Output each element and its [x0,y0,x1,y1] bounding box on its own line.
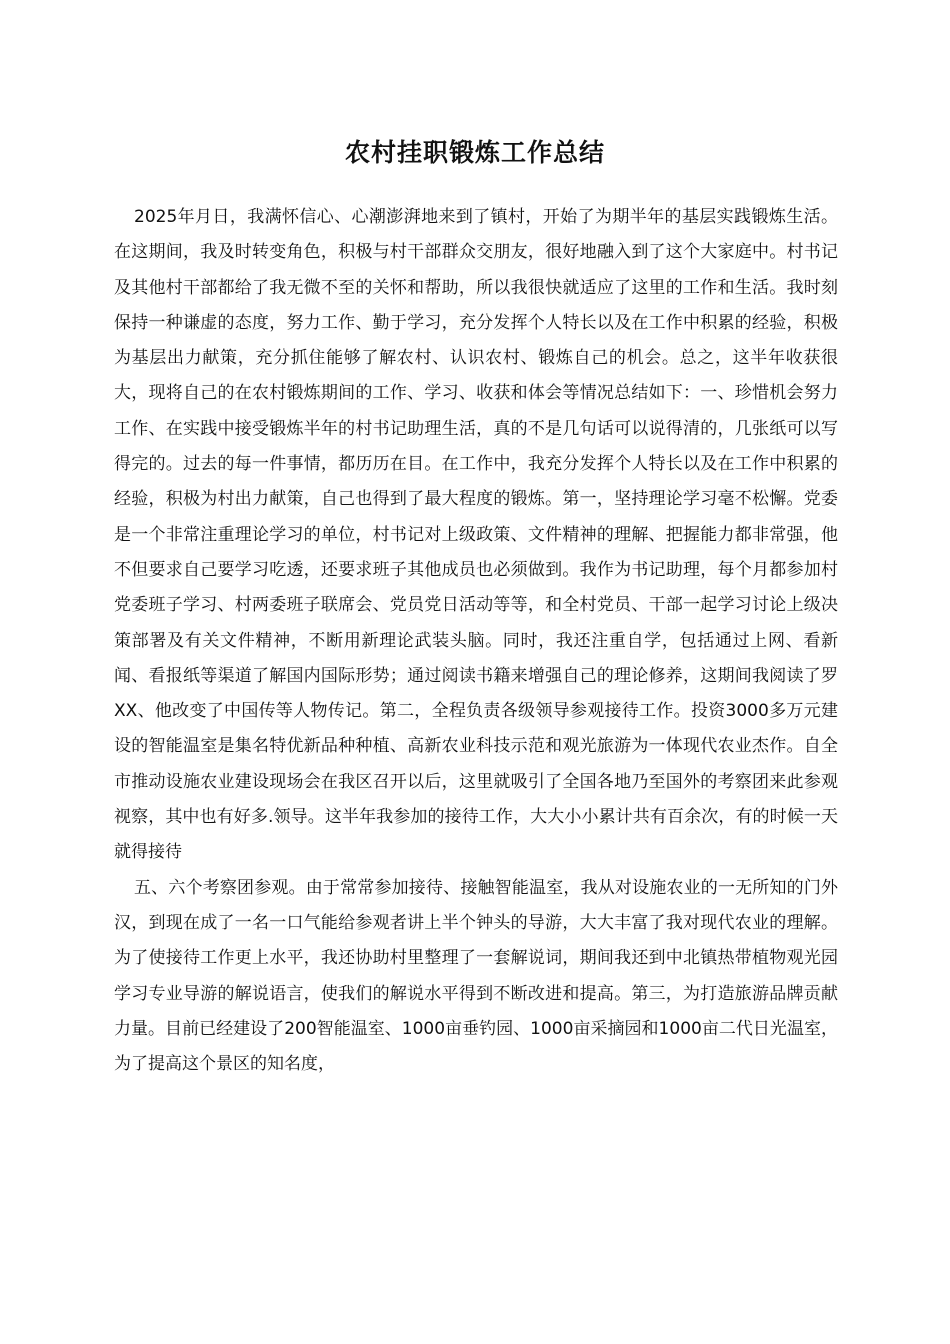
paragraph-2: 五、六个考察团参观。由于常常参加接待、接触智能温室，我从对设施农业的一无所知的门外汉，到现在成了一名一口气能给参观者讲上半个钟头的导游，大大丰富了我对现代农业的理解。为了使接待工作更上水平，我还协助村里整理了一套解说词，期间我还到中北镇热带植物观光园学习专业导游的解说语言，使我们的解说水平得到不断改进和提高。第三，为打造旅游品牌贡献力量。目前已经建设了200智能温室、1000亩垂钓园、1000亩采摘园和1000亩二代日光温室，为了提高这个景区的知名度， [114,877,838,1075]
paragraph-1: 2025年月日，我满怀信心、心潮澎湃地来到了镇村，开始了为期半年的基层实践锻炼生活。在这期间，我及时转变角色，积极与村干部群众交朋友，很好地融入到了这个大家庭中。村书记及其他村干部都给了我无微不至的关怀和帮助，所以我很快就适应了这里的工作和生活。我时刻保持一种谦虚的态度，努力工作、勤于学习，充分发挥个人特长以及在工作中积累的经验，积极为基层出力献策，充分抓住能够了解农村、认识农村、锻炼自己的机会。总之，这半年收获很大，现将自己的在农村锻炼期间的工作、学习、收获和体会等情况总结如下：一、珍惜机会努力工作、在实践中接受锻炼半年的村书记助理生活，真的不是几句话可以说得清的，几张纸可以写得完的。过去的每一件事情，都历历在目。在工作中，我充分发挥个人特长以及在工作中积累的经验，积极为村出力献策，自己也得到了最大程度的锻炼。第一，坚持理论学习毫不松懈。党委是一个非常注重理论学习的单位，村书记对上级政策、文件精神的理解、把握能力都非常强，他不但要求自己要学习吃透，还要求班子其他成员也必须做到。我作为书记助理，每个月都参加村党委班子学习、村两委班子联席会、党员党日活动等等，和全村党员、干部一起学习讨论上级决策部署及有关文件精神，不断用新理论武装头脑。同时，我还注重自学，包括通过上网、看新闻、看报纸等渠道了解国内国际形势；通过阅读书籍来增强自己的理论修养，这期间我阅读了罗XX、他改变了中国传等人物传记。第二，全程负责各级领导参观接待工作。投资3000多万元建设的智能温室是集名特优新品种种植、高新农业科技示范和观光旅游为一体现代农业杰作。自全市推动设施农业建设现场会在我区召开以后，这里就吸引了全国各地乃至国外的考察团来此参观视察，其中也有好多.领导。这半年我参加的接待工作，大大小小累计共有百余次，有的时候一天就得接待 [114,207,838,863]
document-body [114,200,838,1082]
document-title: 农村挂职锻炼工作总结 [344,138,605,167]
